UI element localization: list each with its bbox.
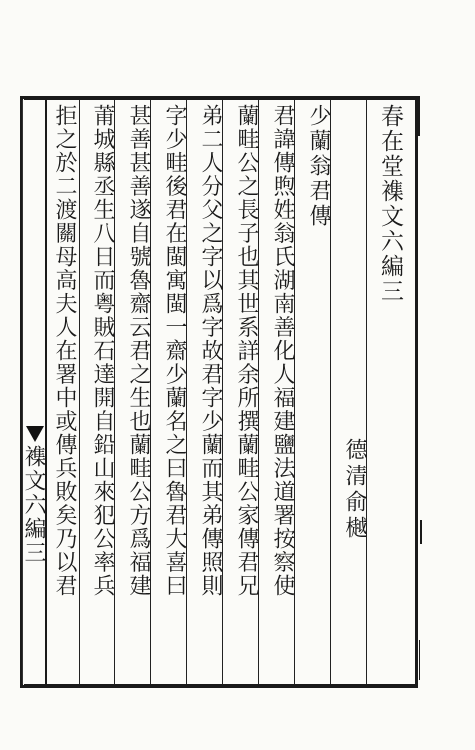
fishtail-mark	[26, 426, 44, 442]
fold-text: 襍文六編三	[21, 445, 46, 565]
header-title: 春在堂襍文六編三	[377, 104, 403, 304]
text-column-7: 拒之於二渡關母高夫人在署中或傳兵敗矣乃以君	[52, 104, 77, 598]
author-line: 德清俞樾	[342, 438, 367, 542]
column-divider	[366, 100, 367, 684]
edge-mark-bottom	[419, 640, 420, 680]
text-column-4: 字少畦後君在閩寓閩一齋少蘭名之曰魯君大喜曰	[162, 104, 187, 598]
text-column-6: 莆城縣丞生八日而粤賊石達開自鉛山來犯公率兵	[90, 104, 115, 598]
text-column-2: 蘭畦公之長子也其世系詳余所撰蘭畦公家傳君兄	[234, 104, 259, 598]
section-heading: 少蘭翁君傳	[306, 104, 331, 229]
edge-mark-top	[418, 96, 420, 136]
text-column-1: 君諱傳煦姓翁氏湖南善化人福建鹽法道署按察使	[270, 104, 295, 598]
text-column-5: 甚善甚善遂自號魯齋云君之生也蘭畦公方爲福建	[126, 104, 151, 598]
edge-mark-middle	[420, 520, 422, 544]
text-column-3: 弟二人分父之字以爲字故君字少蘭而其弟傳照則	[198, 104, 223, 598]
